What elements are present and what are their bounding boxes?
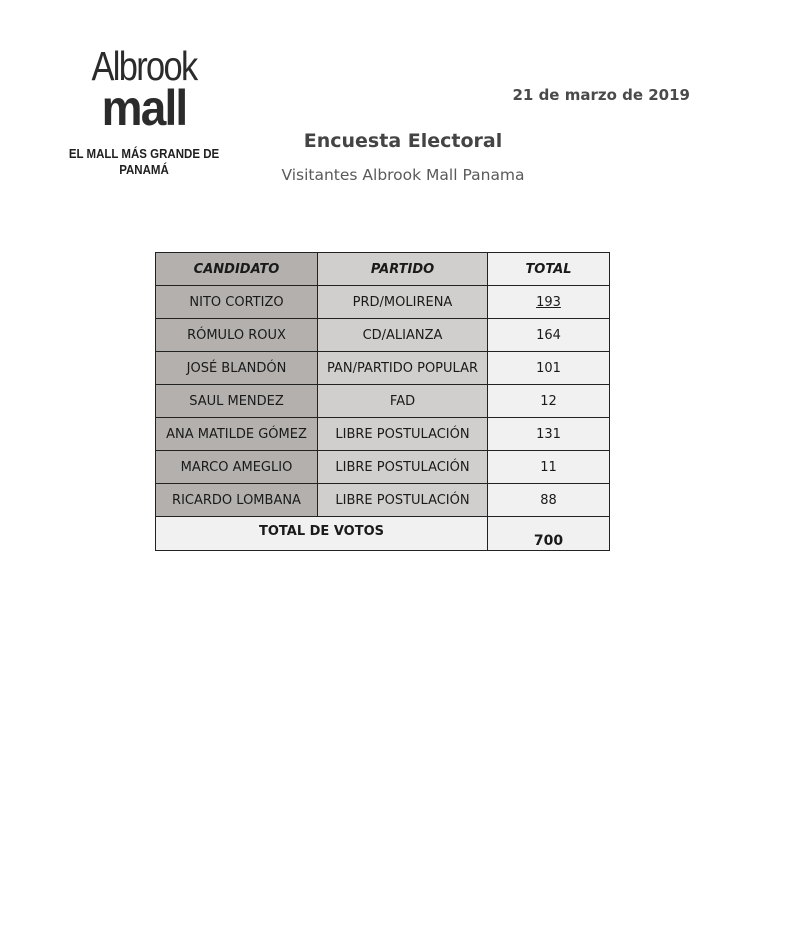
table-row: [156, 484, 610, 517]
party-name: LIBRE POSTULACIÓN: [318, 484, 488, 517]
vote-total: 88: [488, 484, 610, 517]
candidate-name: RÓMULO ROUX: [156, 319, 318, 352]
candidate-name: JOSÉ BLANDÓN: [156, 352, 318, 385]
candidate-name: MARCO AMEGLIO: [156, 451, 318, 484]
party-name: CD/ALIANZA: [318, 319, 488, 352]
candidate-name: ANA MATILDE GÓMEZ: [156, 418, 318, 451]
table-row: [156, 451, 610, 484]
vote-total: 12: [488, 385, 610, 418]
vote-total: 11: [488, 451, 610, 484]
party-name: PRD/MOLIRENA: [318, 286, 488, 319]
total-votes-value: 700: [488, 517, 610, 551]
table-row: [156, 319, 610, 352]
document-subtitle: Visitantes Albrook Mall Panama: [281, 166, 525, 184]
logo-tagline: EL MALL MÁS GRANDE DE PANAMÁ: [68, 147, 220, 177]
header-total: TOTAL: [488, 253, 610, 286]
logo-word-mall: mall: [101, 80, 187, 136]
table-row: [156, 286, 610, 319]
header-candidato: CANDIDATO: [156, 253, 318, 286]
total-votes-label: TOTAL DE VOTOS: [156, 517, 488, 551]
party-name: FAD: [318, 385, 488, 418]
vote-total: [488, 286, 610, 319]
vote-total: 131: [488, 418, 610, 451]
party-name: LIBRE POSTULACIÓN: [318, 418, 488, 451]
party-name: PAN/PARTIDO POPULAR: [318, 352, 488, 385]
header-partido: PARTIDO: [318, 253, 488, 286]
table-row: [156, 352, 610, 385]
albrook-mall-logo: [64, 43, 224, 136]
table-row: [156, 418, 610, 451]
logo-word-albrook: Albrook: [91, 43, 197, 89]
candidate-name: NITO CORTIZO: [156, 286, 318, 319]
results-table: [155, 252, 610, 551]
vote-total-value: 193: [536, 294, 561, 310]
total-votes-row: [156, 517, 610, 551]
candidate-name: RICARDO LOMBANA: [156, 484, 318, 517]
document-date: 21 de marzo de 2019: [512, 86, 690, 104]
candidate-name: SAUL MENDEZ: [156, 385, 318, 418]
table-row: [156, 385, 610, 418]
party-name: LIBRE POSTULACIÓN: [318, 451, 488, 484]
vote-total: 164: [488, 319, 610, 352]
table-header-row: [156, 253, 610, 286]
vote-total: 101: [488, 352, 610, 385]
document-title: Encuesta Electoral: [303, 130, 503, 152]
